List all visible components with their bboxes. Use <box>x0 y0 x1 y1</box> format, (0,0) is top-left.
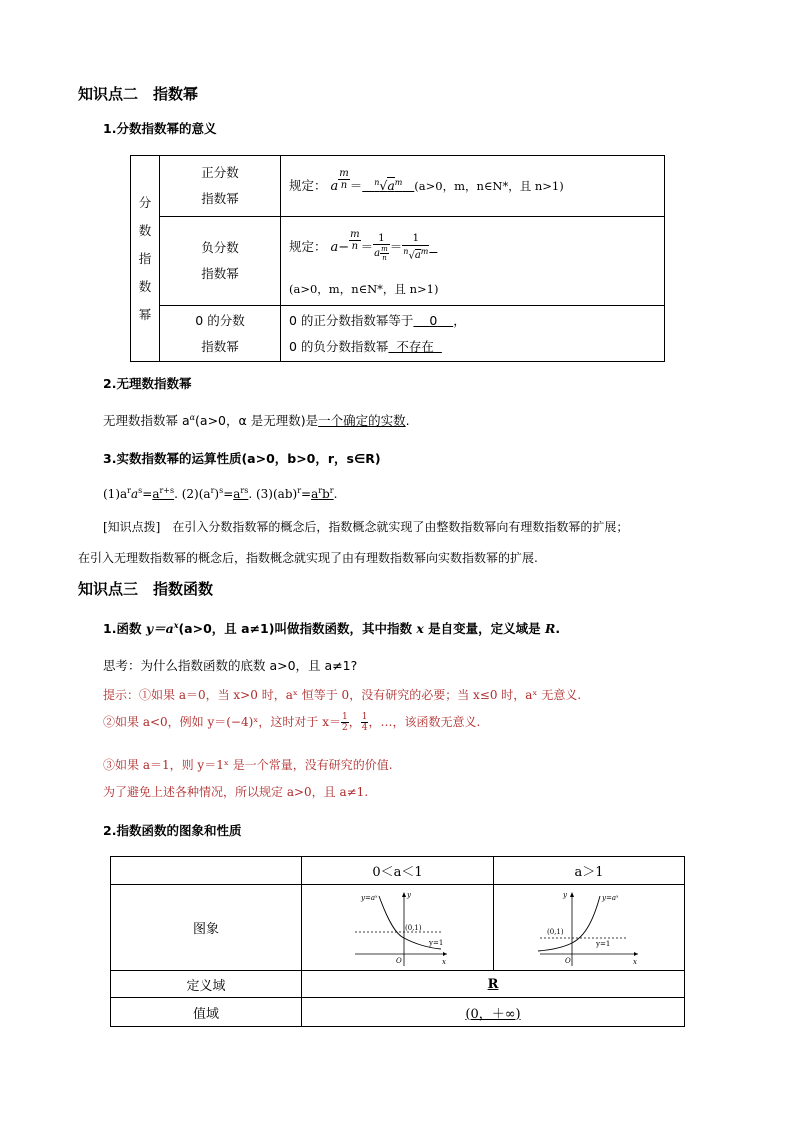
hint-line-1: 提示：①如果 a＝0，当 x>0 时，aˣ 恒等于 0，没有研究的必要；当 x≤0 时，aˣ 无意义. <box>103 688 582 702</box>
decreasing-exponential-graph <box>343 888 453 968</box>
table-side-label: 分 数 指 数 幂 <box>131 156 160 362</box>
point-label: (0,1) <box>547 927 564 936</box>
domain-value: R <box>487 976 499 992</box>
answer-zero-negative: 不存在 <box>396 338 434 354</box>
column-header-a-less-1: 0＜a＜1 <box>302 857 494 885</box>
fractional-exponent-table <box>130 155 665 362</box>
asymptote-label: y=1 <box>596 939 611 948</box>
increasing-curve <box>538 896 600 951</box>
tip-line-1: [知识点拨] 在引入分数指数幂的概念后，指数概念就实现了由整数指数幂向有理数指数幂的扩展； <box>103 520 629 534</box>
x-axis-arrow-icon <box>634 952 638 956</box>
row-label-zero: 0 的分数 指数幂 <box>160 306 281 362</box>
exponential-properties-table <box>110 856 685 1027</box>
row-label-graph: 图象 <box>111 885 302 971</box>
radical-icon: √ <box>408 250 415 262</box>
curve-label: y=aˣ <box>602 893 619 902</box>
increasing-exponential-graph <box>534 888 644 968</box>
radical-icon: √ <box>379 177 388 193</box>
answer-power-rule: $a^{rs}$ <box>233 486 249 501</box>
origin-label: O <box>395 956 402 965</box>
x-axis-arrow-icon <box>443 952 447 956</box>
y-axis-arrow-icon <box>570 892 574 897</box>
answer-irrational: 一个确定的实数 <box>318 413 406 428</box>
asymptote-label: y=1 <box>428 938 443 947</box>
y-axis-arrow-icon <box>402 892 406 897</box>
origin-label: O <box>565 956 571 965</box>
row-content-negative: 规定： a− $\frac{m}{n}$ ＝ 1 a $\frac{m}{n}$ ＝ $\frac{1}{^n√a^m}$ (a>0，m，n∈N*，且 n>1) <box>281 217 665 306</box>
section-title-exponential-function: 知识点三 指数函数 <box>78 580 214 598</box>
irrational-exponent-statement: 无理数指数幂 $a^\alpha(a>0$，α 是无理数)是一个确定的实数. <box>103 412 410 428</box>
tip-line-2: 在引入无理数指数幂的概念后，指数概念就实现了由有理数指数幂向实数指数幂的扩展. <box>78 551 538 565</box>
exponential-function-definition: 1.函数 $y=a^x(a>0$，且 a≠1)叫做指数函数，其中指数 x 是自变量，定义域是 R. <box>103 619 561 636</box>
hint-line-4: 为了避免上述各种情况，所以规定 a>0，且 a≠1. <box>103 785 369 799</box>
answer-negative-root: $\frac{1}{^n√a^m}$ <box>403 232 429 262</box>
row-content-positive: 规定： a $\frac{m}{n}$ ＝ $^n√a^m$ (a>0，m，n∈N*，且 n>1) <box>281 156 665 217</box>
answer-product-rule: $a^{r+s}$ <box>152 486 175 501</box>
curve-label: y=aˣ <box>360 893 377 902</box>
column-header-a-greater-1: a＞1 <box>494 857 685 885</box>
y-axis-label: y <box>406 890 411 899</box>
hint-line-2: ②如果 a<0，例如 y＝(−4)ˣ，这时对于 x＝ $\frac{1}{2}$ ， $\frac{1}{4}$ ，…，该函数无意义. <box>103 712 481 733</box>
think-question: 思考：为什么指数函数的底数 a>0，且 a≠1? <box>103 658 358 673</box>
row-label-domain: 定义域 <box>111 971 302 998</box>
x-axis-label: x <box>441 957 446 966</box>
y-axis-label: y <box>563 890 567 899</box>
subheading-fractional-exponent: 1.分数指数幂的意义 <box>103 121 217 136</box>
row-label-range: 值域 <box>111 998 302 1027</box>
subheading-real-exponent-rules: 3.实数指数幂的运算性质(a>0，b>0，r，s∈R) <box>103 451 381 466</box>
answer-positive-root: $^n√a^m$ <box>374 177 403 193</box>
row-label-positive: 正分数 指数幂 <box>160 156 281 217</box>
range-value: (0，＋∞) <box>465 1006 521 1022</box>
row-label-negative: 负分数 指数幂 <box>160 217 281 306</box>
x-axis-label: x <box>633 957 637 966</box>
point-label: (0,1) <box>404 923 422 932</box>
graph-increasing <box>494 885 685 971</box>
fraction-denominator: a $\frac{m}{n}$ <box>374 245 388 262</box>
answer-product-power-rule: $a^rb^r$ <box>311 486 334 501</box>
row-content-zero: 0 的正分数指数幂等于 0 ， 0 的负分数指数幂 不存在 <box>281 306 665 362</box>
subheading-graph-properties: 2.指数函数的图象和性质 <box>103 823 242 838</box>
graph-decreasing <box>302 885 494 971</box>
section-title-exponent-power: 知识点二 指数幂 <box>78 85 199 103</box>
answer-zero-positive: 0 <box>429 312 438 328</box>
hint-line-3: ③如果 a＝1，则 y＝1ˣ 是一个常量，没有研究的价值. <box>103 758 393 772</box>
exponent-properties: $(1)a^ra^s=a^{r+s}$. $(2)(a^r)^s=a^{rs}$. $(3)(ab)^r=a^rb^r$. <box>103 486 338 501</box>
subheading-irrational-exponent: 2.无理数指数幂 <box>103 376 192 391</box>
